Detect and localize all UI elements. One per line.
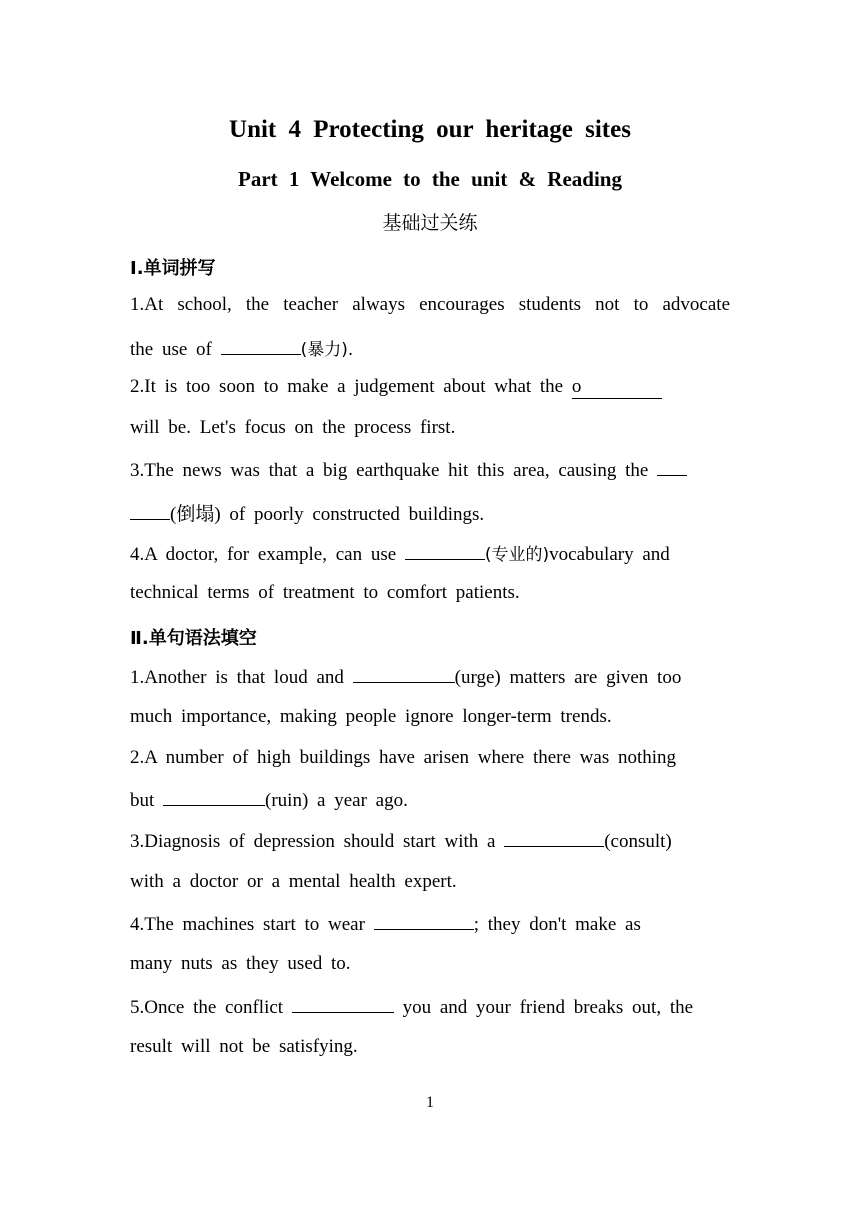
spelling-q3-line1: 3.The news was that a big earthquake hit this area, causing the [130,458,687,482]
answer-blank[interactable] [130,502,170,520]
grammar-q1-line2: much importance, making people ignore longer-term trends. [130,706,612,727]
answer-blank[interactable] [657,458,687,476]
spelling-q2-line2: will be. Let's focus on the process first. [130,417,456,438]
answer-blank[interactable]: o [572,376,662,399]
grammar-q3-line2: with a doctor or a mental health expert. [130,871,457,892]
answer-blank[interactable] [504,829,604,847]
grammar-q5-line2: result will not be satisfying. [130,1036,358,1057]
answer-blank[interactable] [221,337,301,355]
answer-blank[interactable] [374,912,474,930]
spelling-q1-line1: 1.At school, the teacher always encourages students not to advocate [130,294,730,315]
spelling-q1-line2: the use of (暴力). [130,339,354,360]
spelling-q4-line2: technical terms of treatment to comfort patients. [130,582,520,603]
grammar-q3-line1: 3.Diagnosis of depression should start with a (consult) [130,831,672,852]
grammar-q4-line2: many nuts as they used to. [130,953,351,974]
answer-blank[interactable] [292,995,394,1013]
answer-blank[interactable] [353,665,455,683]
grammar-q1-line1: 1.Another is that loud and (urge) matters are given too [130,667,682,688]
spelling-q4-line1: 4.A doctor, for example, can use (专业的)vocabulary and [130,544,670,565]
section-heading-grammar: Ⅱ.单句语法填空 [130,628,257,649]
grammar-q5-line1: 5.Once the conflict you and your friend breaks out, the [130,997,694,1018]
answer-blank[interactable] [405,542,485,560]
spelling-q2-line1: 2.It is too soon to make a judgement about what the o [130,376,662,399]
grammar-q2-line1: 2.A number of high buildings have arisen where there was nothing [130,747,677,768]
part-subtitle: Part 1 Welcome to the unit & Reading [238,167,622,191]
exercise-subheading: 基础过关练 [382,212,478,234]
page-number: 1 [426,1094,434,1111]
grammar-q2-line2: but (ruin) a year ago. [130,790,408,811]
grammar-q4-line1: 4.The machines start to wear ; they don't make as [130,914,641,935]
answer-blank[interactable] [163,788,265,806]
section-heading-spelling: Ⅰ.单词拼写 [130,258,216,279]
spelling-q3-line2: (倒塌) of poorly constructed buildings. [130,499,484,526]
unit-title: Unit 4 Protecting our heritage sites [229,116,631,143]
